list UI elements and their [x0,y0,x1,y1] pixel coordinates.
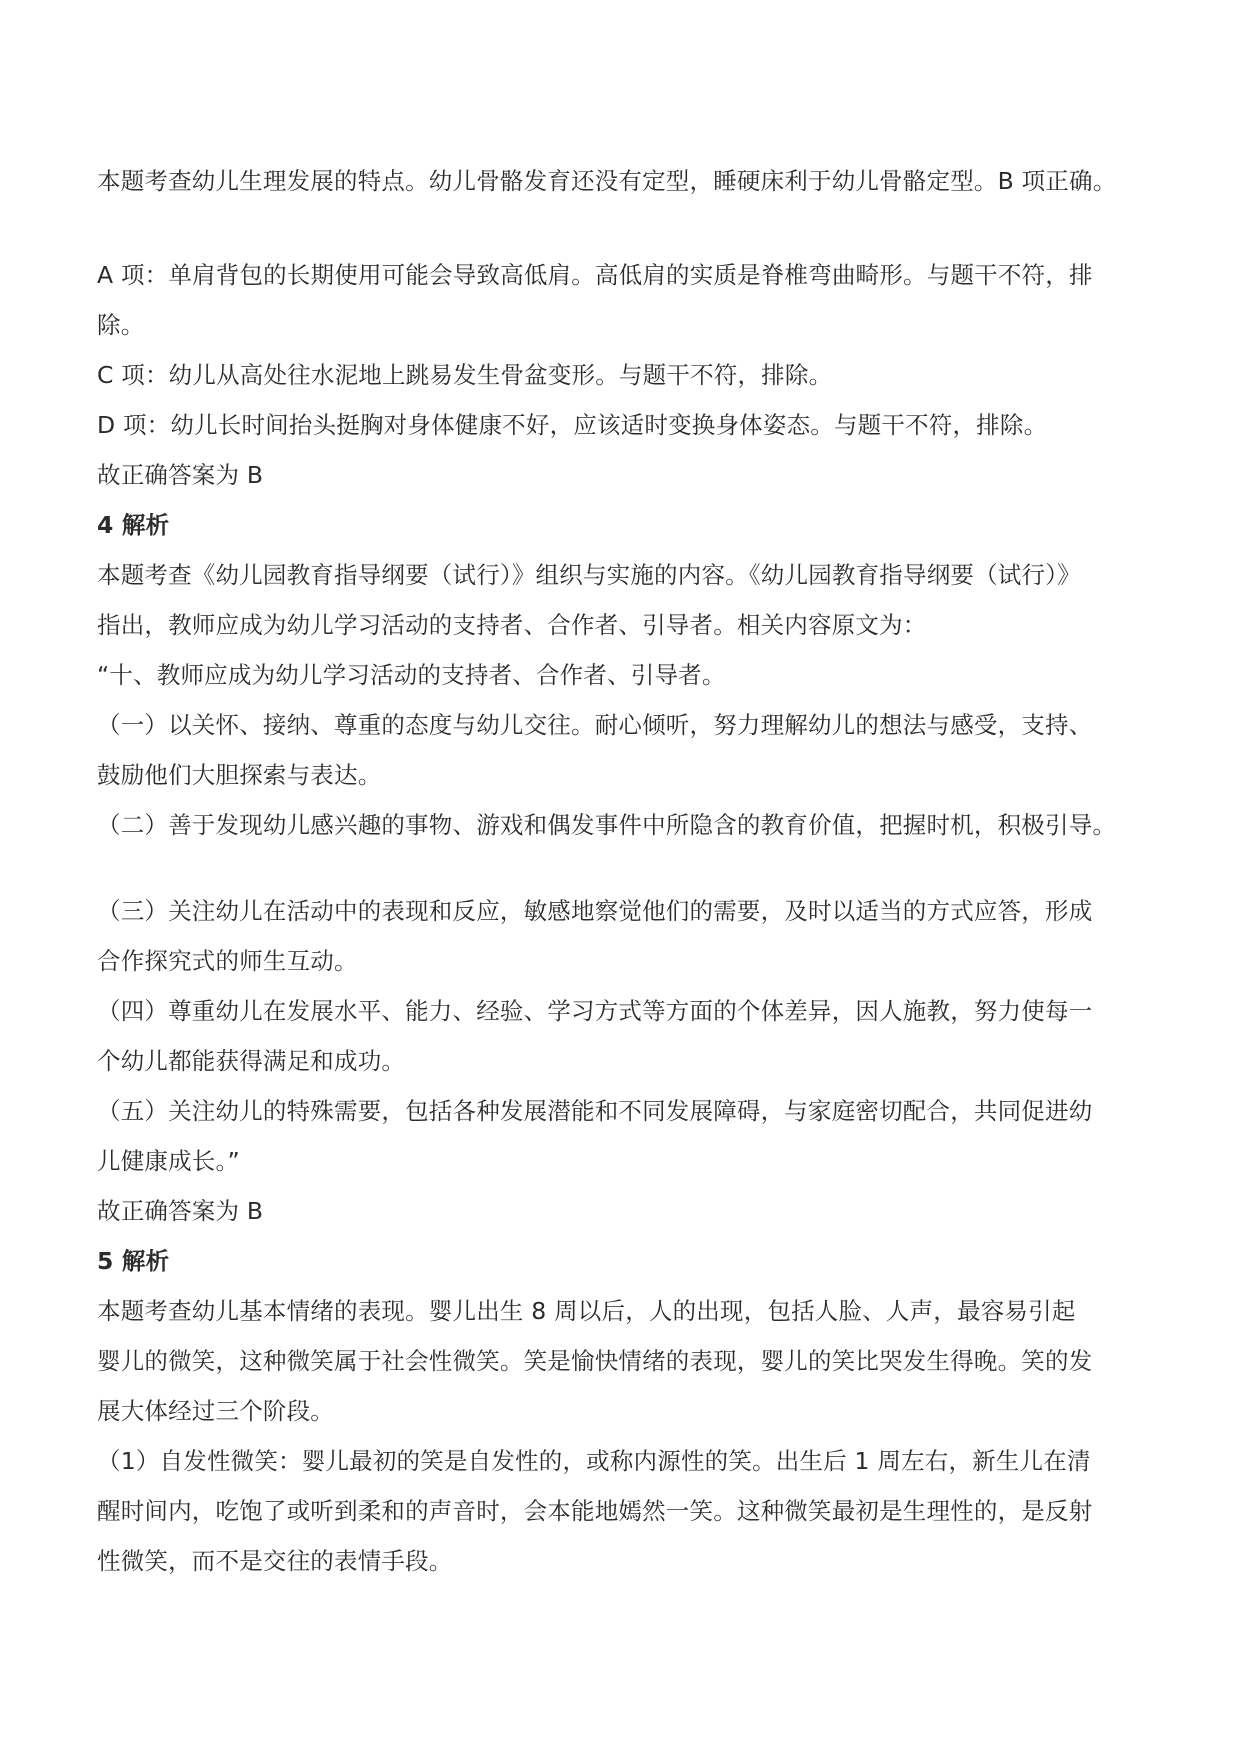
paragraph-line: A 项：单肩背包的长期使用可能会导致高低肩。高低肩的实质是脊椎弯曲畸形。与题干不符，排 [97,261,1093,289]
quote-line: 合作探究式的师生互动。 [97,947,358,975]
quote-line: （五）关注幼儿的特殊需要，包括各种发展潜能和不同发展障碍，与家庭密切配合，共同促进幼 [97,1097,1093,1125]
paragraph-line: 除。 [97,311,145,339]
quote-line: 鼓励他们大胆探索与表达。 [97,761,382,789]
quote-line: （二）善于发现幼儿感兴趣的事物、游戏和偶发事件中所隐含的教育价值，把握时机，积极引导。 [97,811,1117,839]
quote-line: （四）尊重幼儿在发展水平、能力、经验、学习方式等方面的个体差异，因人施教，努力使每一 [97,997,1093,1025]
document-page [97,156,1167,1586]
paragraph-line: 展大体经过三个阶段。 [97,1397,334,1425]
section-heading: 5 解析 [97,1247,170,1275]
paragraph-line: 本题考查《幼儿园教育指导纲要（试行）》组织与实施的内容。《幼儿园教育指导纲要（试行）》 [97,561,1081,589]
paragraph-line: （1）自发性微笑：婴儿最初的笑是自发性的，或称内源性的笑。出生后 1 周左右，新生儿在清 [97,1447,1091,1475]
quote-line: “十、教师应成为幼儿学习活动的支持者、合作者、引导者。 [97,661,726,689]
quote-line: （三）关注幼儿在活动中的表现和反应，敏感地察觉他们的需要，及时以适当的方式应答，形成 [97,897,1093,925]
section-heading: 4 解析 [97,511,170,539]
paragraph-gap [97,850,1167,886]
paragraph-line: 本题考查幼儿基本情绪的表现。婴儿出生 8 周以后，人的出现，包括人脸、人声，最容易引起 [97,1297,1076,1325]
quote-line: （一）以关怀、接纳、尊重的态度与幼儿交往。耐心倾听，努力理解幼儿的想法与感受，支持、 [97,711,1093,739]
paragraph-line: C 项：幼儿从高处往水泥地上跳易发生骨盆变形。与题干不符，排除。 [97,361,833,389]
paragraph-line: 醒时间内，吃饱了或听到柔和的声音时，会本能地嫣然一笑。这种微笑最初是生理性的，是反射 [97,1497,1093,1525]
paragraph-line: 指出，教师应成为幼儿学习活动的支持者、合作者、引导者。相关内容原文为： [97,611,927,639]
paragraph-gap [97,206,1167,250]
paragraph-line: 本题考查幼儿生理发展的特点。幼儿骨骼发育还没有定型，睡硬床利于幼儿骨骼定型。B 项正确。 [97,167,1117,195]
answer-line: 故正确答案为 B [97,461,264,489]
paragraph-line: 性微笑，而不是交往的表情手段。 [97,1547,453,1575]
quote-line: 个幼儿都能获得满足和成功。 [97,1047,406,1075]
paragraph-line: D 项：幼儿长时间抬头挺胸对身体健康不好，应该适时变换身体姿态。与题干不符，排除。 [97,411,1048,439]
answer-line: 故正确答案为 B [97,1197,264,1225]
quote-line: 儿健康成长。” [97,1147,240,1175]
paragraph-line: 婴儿的微笑，这种微笑属于社会性微笑。笑是愉快情绪的表现，婴儿的笑比哭发生得晚。笑的发 [97,1347,1093,1375]
